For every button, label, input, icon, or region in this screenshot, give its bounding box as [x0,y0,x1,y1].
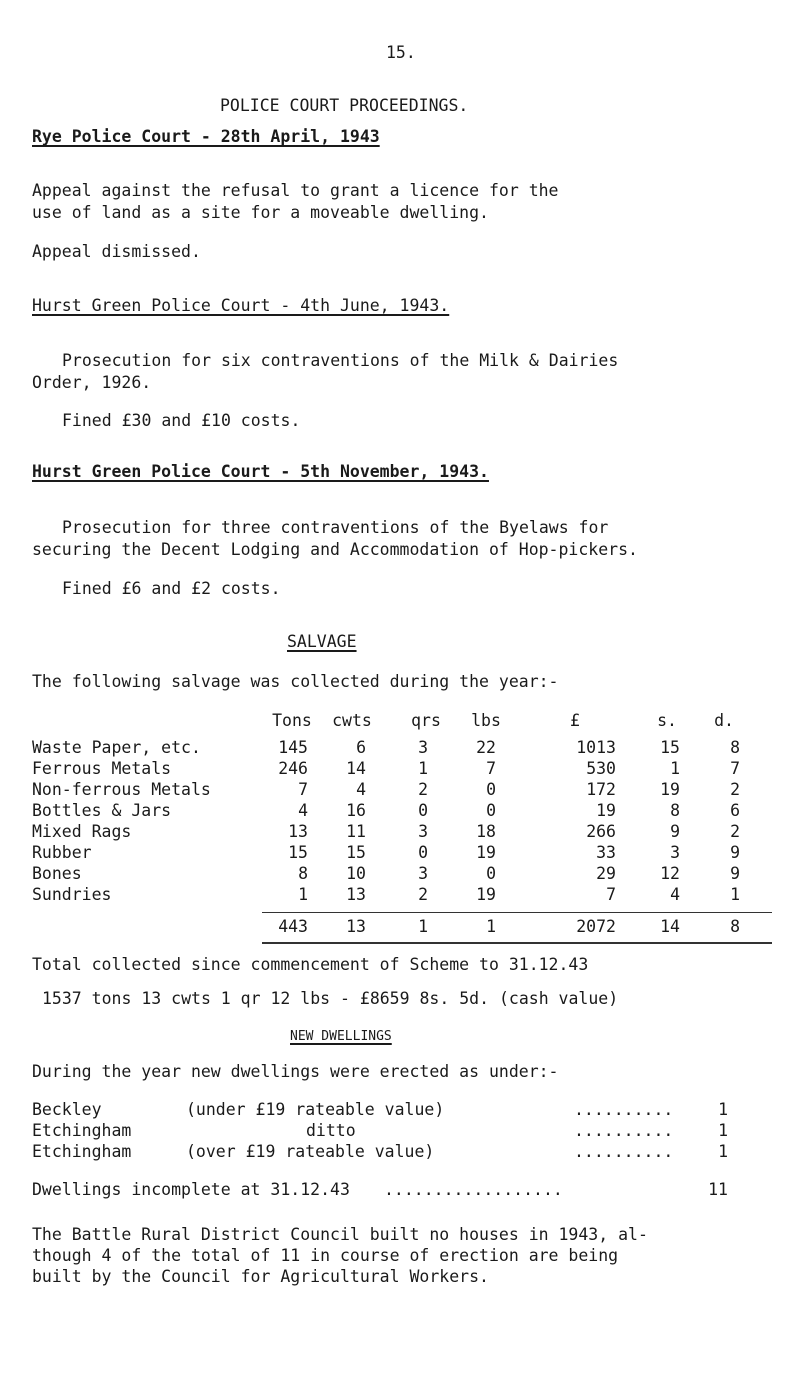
court1-line2: use of land as a site for a moveable dwelling. [32,203,489,222]
court-heading-hurst-green-june: Hurst Green Police Court - 4th June, 1943. [32,296,450,315]
row-cwts: 16 [346,801,366,820]
col-header-lbs: lbs [471,711,501,730]
col-header-pounds: £ [570,711,580,730]
salvage-intro: The following salvage was collected during the year:- [32,672,559,691]
row-shillings: 1 [670,759,680,778]
closing-line3: built by the Council for Agricultural Workers. [32,1267,489,1286]
col-header-qrs: qrs [411,711,441,730]
row-cwts: 11 [346,822,366,841]
new-dwellings-intro: During the year new dwellings were erected as under:- [32,1062,559,1081]
incomplete-dots: .................. [384,1180,563,1199]
row-pence: 6 [730,801,740,820]
incomplete-label: Dwellings incomplete at 31.12.43 [32,1180,350,1199]
row-shillings: 4 [670,885,680,904]
row-pounds: 29 [596,864,616,883]
closing-line1: The Battle Rural District Council built no houses in 1943, al- [32,1225,648,1244]
row-cwts: 13 [346,885,366,904]
row-name: Sundries [32,885,112,904]
dwelling-place: Etchingham [32,1142,132,1161]
row-shillings: 3 [670,843,680,862]
court-heading-hurst-green-november: Hurst Green Police Court - 5th November, 1943. [32,462,489,481]
court1-line1: Appeal against the refusal to grant a licence for the [32,181,559,200]
row-pounds: 19 [596,801,616,820]
dwelling-count: 1 [718,1121,728,1140]
salvage-since-line2: 1537 tons 13 cwts 1 qr 12 lbs - £8659 8s. 5d. (cash value) [42,989,619,1008]
row-qrs: 3 [418,864,428,883]
incomplete-count: 11 [708,1180,728,1199]
court3-line2: securing the Decent Lodging and Accommodation of Hop-pickers. [32,540,638,559]
total-tons: 443 [278,917,308,936]
col-header-shillings: s. [657,711,677,730]
row-name: Rubber [32,843,92,862]
court2-line2: Order, 1926. [32,373,152,392]
row-qrs: 0 [418,843,428,862]
row-cwts: 14 [346,759,366,778]
row-tons: 246 [278,759,308,778]
court1-result: Appeal dismissed. [32,242,201,261]
court3-result: Fined £6 and £2 costs. [62,579,281,598]
total-pence: 8 [730,917,740,936]
dwelling-description: (under £19 rateable value) [186,1100,445,1119]
row-lbs: 7 [486,759,496,778]
court2-result: Fined £30 and £10 costs. [62,411,301,430]
row-qrs: 2 [418,885,428,904]
salvage-since-line1: Total collected since commencement of Scheme to 31.12.43 [32,955,589,974]
col-header-pence: d. [714,711,734,730]
row-shillings: 15 [660,738,680,757]
row-pence: 9 [730,864,740,883]
row-lbs: 0 [486,801,496,820]
row-cwts: 4 [356,780,366,799]
row-tons: 1 [298,885,308,904]
row-name: Mixed Rags [32,822,132,841]
new-dwellings-heading: NEW DWELLINGS [290,1029,392,1044]
dwelling-dots: .......... [574,1100,674,1119]
dwelling-description: (over £19 rateable value) [186,1142,435,1161]
row-pounds: 33 [596,843,616,862]
row-name: Non-ferrous Metals [32,780,211,799]
page-heading: POLICE COURT PROCEEDINGS. [220,96,469,115]
dwelling-dots: .......... [574,1121,674,1140]
page-number: 15. [386,43,416,62]
row-shillings: 9 [670,822,680,841]
row-tons: 145 [278,738,308,757]
row-pence: 1 [730,885,740,904]
row-pounds: 1013 [576,738,616,757]
row-qrs: 2 [418,780,428,799]
total-shillings: 14 [660,917,680,936]
row-cwts: 15 [346,843,366,862]
row-tons: 15 [288,843,308,862]
row-name: Bottles & Jars [32,801,172,820]
row-cwts: 6 [356,738,366,757]
total-lbs: 1 [486,917,496,936]
salvage-heading: SALVAGE [287,632,357,651]
dwelling-count: 1 [718,1142,728,1161]
row-lbs: 0 [486,780,496,799]
dwelling-place: Beckley [32,1100,102,1119]
row-pence: 8 [730,738,740,757]
row-qrs: 1 [418,759,428,778]
row-name: Ferrous Metals [32,759,172,778]
dwelling-place: Etchingham [32,1121,132,1140]
col-header-tons: Tons [272,711,312,730]
total-cwts: 13 [346,917,366,936]
row-tons: 8 [298,864,308,883]
dwelling-description: ditto [306,1121,356,1140]
row-name: Waste Paper, etc. [32,738,201,757]
col-header-cwts: cwts [332,711,372,730]
dwelling-dots: .......... [574,1142,674,1161]
court3-line1: Prosecution for three contraventions of the Byelaws for [62,518,609,537]
dwelling-count: 1 [718,1100,728,1119]
row-shillings: 8 [670,801,680,820]
row-pence: 2 [730,822,740,841]
row-lbs: 22 [476,738,496,757]
total-qrs: 1 [418,917,428,936]
court-heading-rye: Rye Police Court - 28th April, 1943 [32,127,380,146]
table-rule-above-total [262,912,772,913]
row-lbs: 18 [476,822,496,841]
row-name: Bones [32,864,82,883]
total-pounds: 2072 [576,917,616,936]
row-cwts: 10 [346,864,366,883]
row-lbs: 19 [476,843,496,862]
row-lbs: 0 [486,864,496,883]
row-lbs: 19 [476,885,496,904]
row-pence: 9 [730,843,740,862]
row-shillings: 19 [660,780,680,799]
row-tons: 13 [288,822,308,841]
row-qrs: 0 [418,801,428,820]
row-pence: 7 [730,759,740,778]
row-pounds: 172 [586,780,616,799]
row-pounds: 266 [586,822,616,841]
court2-line1: Prosecution for six contraventions of the Milk & Dairies [62,351,619,370]
row-tons: 4 [298,801,308,820]
row-tons: 7 [298,780,308,799]
row-qrs: 3 [418,738,428,757]
row-pounds: 7 [606,885,616,904]
table-rule-below-total [262,942,772,944]
closing-line2: though 4 of the total of 11 in course of erection are being [32,1246,619,1265]
row-shillings: 12 [660,864,680,883]
row-pounds: 530 [586,759,616,778]
row-pence: 2 [730,780,740,799]
row-qrs: 3 [418,822,428,841]
